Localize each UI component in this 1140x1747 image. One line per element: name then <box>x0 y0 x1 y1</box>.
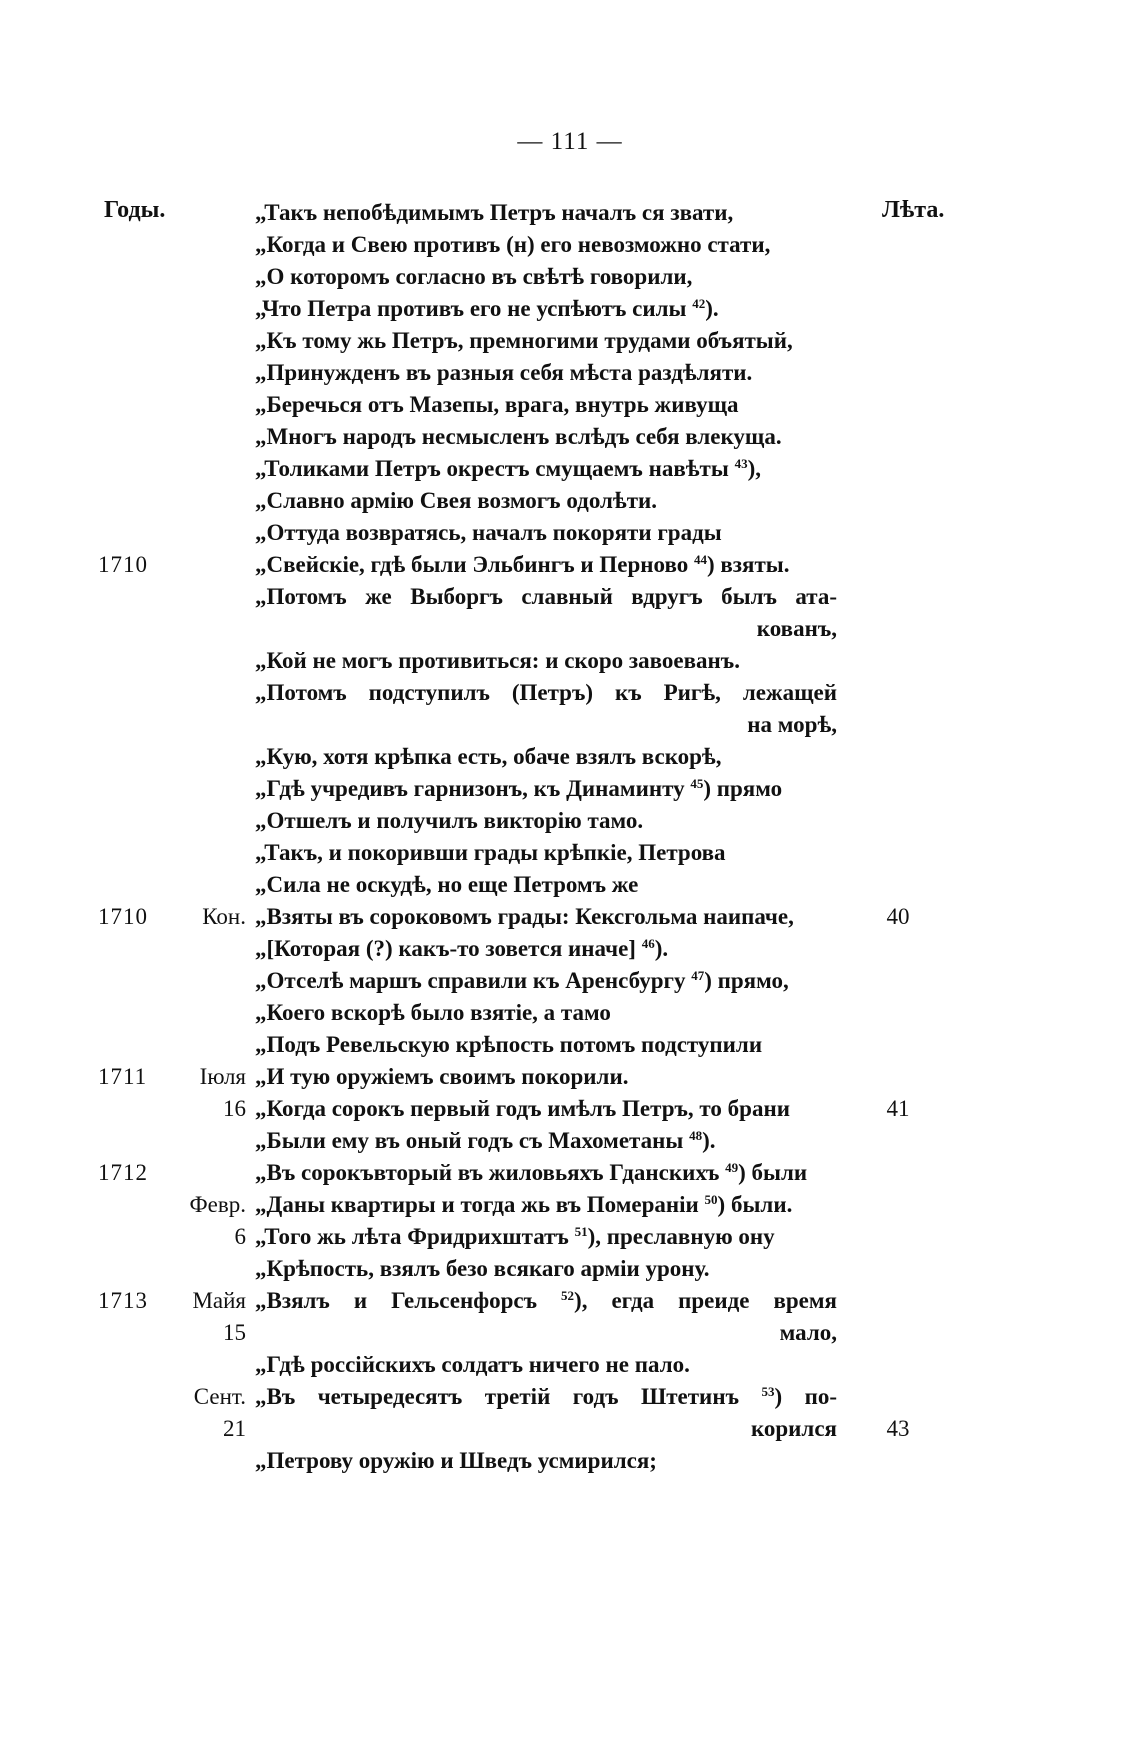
verse-line: „Такъ, и покоривши грады крѣпкіе, Петрова <box>255 840 726 865</box>
verse-line: „Беречься отъ Мазепы, врага, внутрь живуща <box>255 392 739 417</box>
verse-row <box>0 424 1140 456</box>
verse-row <box>0 488 1140 520</box>
verse-row <box>0 648 1140 680</box>
verse-line: „Даны квартиры и тогда жь въ Помераніи $^{50}$) были. <box>255 1192 793 1217</box>
verse-line: „Потомъ подступилъ (Петръ) къ Ригѣ, лежащей <box>255 680 837 705</box>
verse-line: „Потомъ же Выборгъ славный вдругъ былъ ата- <box>255 584 837 609</box>
footnote-ref: 48 <box>689 1128 703 1143</box>
verse-line: корился <box>750 1416 837 1441</box>
date-label: 21 <box>223 1416 246 1441</box>
verse-row <box>0 232 1140 264</box>
verse-line: „Многъ народъ несмысленъ вслѣдъ себя влекуща. <box>255 424 782 449</box>
verse-line: „Толиками Петръ окрестъ смущаемъ навѣты $^{43}$), <box>255 456 761 481</box>
verse-row <box>0 616 1140 648</box>
verse-row <box>0 296 1140 328</box>
verse-line: „Когда сорокъ первый годъ имѣлъ Петръ, то брани <box>255 1096 790 1121</box>
verse-row <box>0 1160 1140 1192</box>
verse-row <box>0 712 1140 744</box>
verse-line: „Славно армію Свея возмогъ одолѣти. <box>255 488 658 513</box>
verse-row <box>0 744 1140 776</box>
date-label: Февр. <box>189 1192 246 1217</box>
verse-line: „И тую оружіемъ своимъ покорили. <box>255 1064 629 1089</box>
verse-row <box>0 776 1140 808</box>
verse-row <box>0 904 1140 936</box>
verse-row <box>0 1096 1140 1128</box>
year-label: 1712 <box>98 1160 148 1185</box>
footnote-ref: 47 <box>691 968 705 983</box>
date-label: 15 <box>223 1320 246 1345</box>
verse-row <box>0 968 1140 1000</box>
verse-row <box>0 1416 1140 1448</box>
verse-line: „Въ четыредесятъ третій годъ Штетинъ $^{53}$) по- <box>255 1384 837 1409</box>
header-years: Годы. <box>104 197 166 223</box>
verse-line: „Того жь лѣта Фридрихштатъ $^{51}$), преславную ону <box>255 1224 775 1249</box>
footnote-ref: 52 <box>561 1288 575 1303</box>
verse-row <box>0 584 1140 616</box>
verse-line: „Гдѣ учредивъ гарнизонъ, къ Динаминту $^{45}$) прямо <box>255 776 783 801</box>
verse-line: „Такъ непобѣдимымъ Петръ началъ ся звати, <box>255 200 734 225</box>
verse-line: „Свейскіе, гдѣ были Эльбингъ и Перново $^{44}$) взяты. <box>255 552 790 577</box>
year-label: 1713 <box>98 1288 148 1313</box>
page-number: — 111 — <box>517 128 623 155</box>
footnote-ref: 46 <box>641 936 655 951</box>
verse-line: „Гдѣ россійскихъ солдатъ ничего не пало. <box>255 1352 690 1377</box>
verse-line: „Кую, хотя крѣпка есть, обаче взялъ вскорѣ, <box>255 744 722 769</box>
verse-row <box>0 328 1140 360</box>
verse-row <box>0 520 1140 552</box>
verse-row <box>0 1128 1140 1160</box>
year-label: 1710 <box>98 904 148 929</box>
verse-line: „Что Петра противъ его не успѣютъ силы $^{42}$). <box>255 296 719 321</box>
verse-line: „Сила не оскудѣ, но еще Петромъ же <box>255 872 639 897</box>
verse-line: „Отшелъ и получилъ викторію тамо. <box>255 808 644 833</box>
date-label: Сент. <box>193 1384 246 1409</box>
year-label: 1710 <box>98 552 148 577</box>
footnote-ref: 44 <box>693 552 707 567</box>
verse-row <box>0 1000 1140 1032</box>
footnote-ref: 45 <box>690 776 704 791</box>
footnote-ref: 50 <box>704 1192 718 1207</box>
verse-line: „Оттуда возвратясь, началъ покоряти грады <box>255 520 722 545</box>
verse-line: „[Которая (?) какъ-то зовется иначе] $^{46}$). <box>255 936 669 961</box>
verse-line: „Были ему въ оный годъ съ Махометаны $^{48}$). <box>255 1128 716 1153</box>
verse-line: „Въ сорокъвторый въ жиловьяхъ Гданскихъ $^{49}$) были <box>255 1160 808 1185</box>
verse-row <box>0 1352 1140 1384</box>
verse-row <box>0 360 1140 392</box>
footnote-ref: 49 <box>725 1160 739 1175</box>
age-label: 40 <box>886 904 910 929</box>
date-label: 16 <box>223 1096 246 1121</box>
verse-line: „Отселѣ маршъ справили къ Аренсбургу $^{47}$) прямо, <box>255 968 789 993</box>
verse-row <box>0 456 1140 488</box>
verse-line: мало, <box>779 1320 837 1345</box>
verse-row <box>0 392 1140 424</box>
year-label: 1711 <box>98 1064 148 1089</box>
footnote-ref: 43 <box>734 456 748 471</box>
verse-row <box>0 200 1140 232</box>
date-label: Майя <box>192 1288 246 1313</box>
verse-line: „Кой не могъ противиться: и скоро завоеванъ. <box>255 648 740 673</box>
date-label: Іюля <box>199 1064 246 1089</box>
verse-line: „Крѣпость, взялъ безо всякаго арміи урону. <box>255 1256 710 1281</box>
verse-row <box>0 680 1140 712</box>
verse-line: „Взяты въ сороковомъ грады: Кексгольма наипаче, <box>255 904 794 929</box>
age-label: 43 <box>886 1416 910 1441</box>
verse-row <box>0 1320 1140 1352</box>
verse-row <box>0 552 1140 584</box>
age-label: 41 <box>886 1096 910 1121</box>
date-label: Кон. <box>202 904 246 929</box>
verse-row <box>0 1224 1140 1256</box>
verse-line: „Принужденъ въ разныя себя мѣста раздѣляти. <box>255 360 753 385</box>
verse-row <box>0 1256 1140 1288</box>
verse-line: „Петрову оружію и Шведъ усмирился; <box>255 1448 657 1473</box>
verse-row <box>0 808 1140 840</box>
verse-line: „Къ тому жь Петръ, премногими трудами объятый, <box>255 328 793 353</box>
verse-line: „Взялъ и Гельсенфорсъ $^{52}$), егда преиде время <box>255 1288 837 1313</box>
verse-row <box>0 1032 1140 1064</box>
verse-line: на морѣ, <box>747 712 837 737</box>
footnote-ref: 42 <box>692 296 706 311</box>
verse-row <box>0 1448 1140 1480</box>
verse-row <box>0 840 1140 872</box>
date-label: 6 <box>234 1224 246 1249</box>
footnote-ref: 51 <box>574 1224 588 1239</box>
verse-line: „Когда и Свею противъ (н) его невозможно стати, <box>255 232 771 257</box>
verse-line: „О которомъ согласно въ свѣтѣ говорили, <box>255 264 693 289</box>
verse-row <box>0 936 1140 968</box>
verse-row <box>0 1192 1140 1224</box>
verse-line: кованъ, <box>756 616 837 641</box>
footnote-ref: 53 <box>761 1384 775 1399</box>
verse-row <box>0 1384 1140 1416</box>
verse-row <box>0 264 1140 296</box>
verse-line: „Коего вскорѣ было взятіе, а тамо <box>255 1000 611 1025</box>
verse-row <box>0 872 1140 904</box>
header-ages: Лѣта. <box>882 197 945 223</box>
verse-row <box>0 1064 1140 1096</box>
verse-row <box>0 1288 1140 1320</box>
verse-line: „Подъ Ревельскую крѣпость потомъ подступили <box>255 1032 763 1057</box>
